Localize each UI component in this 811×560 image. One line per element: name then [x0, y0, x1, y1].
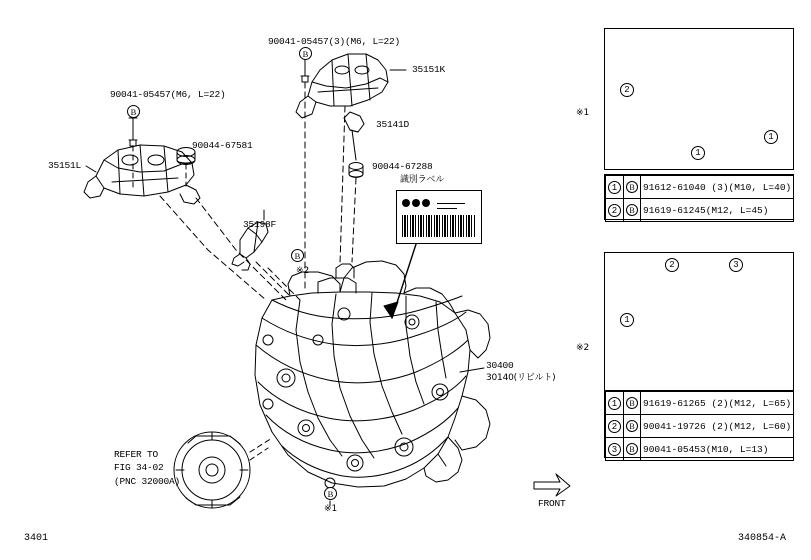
bolt-marker-35198f: B [291, 249, 304, 262]
table-row [606, 438, 794, 461]
callout-identification-label: 識別ラベル [400, 175, 445, 185]
callout-90044-67581: 90044-67581 [192, 140, 253, 151]
star-mark-2-body: ※2 [296, 266, 310, 276]
callout-front: FRONT [538, 498, 566, 509]
bolt-marker-top: B [299, 47, 312, 60]
callout-90041-05457-3: 90041-05457(3)(M6, L=22) [268, 36, 401, 47]
panel2-mark-1: 1 [620, 313, 634, 327]
callout-35151K: 35151K [412, 64, 446, 75]
table2-row2-bolt-icon: B [624, 415, 641, 438]
table-row [606, 176, 794, 199]
table-row [606, 199, 794, 222]
table1-row2-part: 91619-61245(M12, L=45) [641, 199, 794, 222]
table2-row3-bolt-icon: B [624, 438, 641, 461]
callout-35151L: 35151L [48, 160, 82, 171]
star-mark-2-panel: ※2 [576, 343, 590, 353]
callout-90041-05457: 90041-05457(M6, L=22) [110, 89, 226, 100]
table2-row2-part: 90041-19726 (2)(M12, L=60) [641, 415, 794, 438]
table2-row3-part: 90041-05453(M10, L=13) [641, 438, 794, 461]
table1-row1-bolt-icon: B [624, 176, 641, 199]
star-mark-1-panel: ※1 [576, 108, 590, 118]
callout-35198F: 35198F [243, 219, 277, 230]
bolt-marker-left: B [127, 105, 140, 118]
panel1-mark-1b: 1 [764, 130, 778, 144]
table2-row2-num: 2 [606, 415, 624, 438]
detail-table-1 [604, 174, 794, 220]
table2-row1-bolt-icon: B [624, 392, 641, 415]
table-row [606, 415, 794, 438]
panel2-mark-2: 2 [665, 258, 679, 272]
table1-row2-bolt-icon: B [624, 199, 641, 222]
table1-row1-part: 91612-61040 (3)(M10, L=40) [641, 176, 794, 199]
callout-35141D: 35141D [376, 119, 410, 130]
identification-label-box [396, 190, 482, 244]
callout-pnc-32000a: (PNC 32000A) [114, 476, 181, 487]
page-code-left: 3401 [24, 533, 49, 544]
callout-30400: 30400 [486, 360, 514, 371]
detail-table-2 [604, 390, 794, 458]
table2-row1-part: 91619-61265 (2)(M12, L=65) [641, 392, 794, 415]
table1-row1-num: 1 [606, 176, 624, 199]
table-row [606, 392, 794, 415]
callout-90044-67288: 90044-67288 [372, 161, 433, 172]
table2-row3-num: 3 [606, 438, 624, 461]
table2-row1-num: 1 [606, 392, 624, 415]
callout-fig-34-02: FIG 34-02 [114, 462, 164, 473]
callout-refer-to: REFER TO [114, 449, 159, 460]
table1-row2-num: 2 [606, 199, 624, 222]
star-mark-1-body: ※1 [324, 504, 338, 514]
panel1-mark-2: 2 [620, 83, 634, 97]
panel1-mark-1a: 1 [691, 146, 705, 160]
callout-30140: 30140(リビルト) [486, 373, 556, 383]
panel2-mark-3: 3 [729, 258, 743, 272]
page-code-right: 340854-A [738, 533, 787, 544]
bolt-marker-converter: B [324, 487, 337, 500]
